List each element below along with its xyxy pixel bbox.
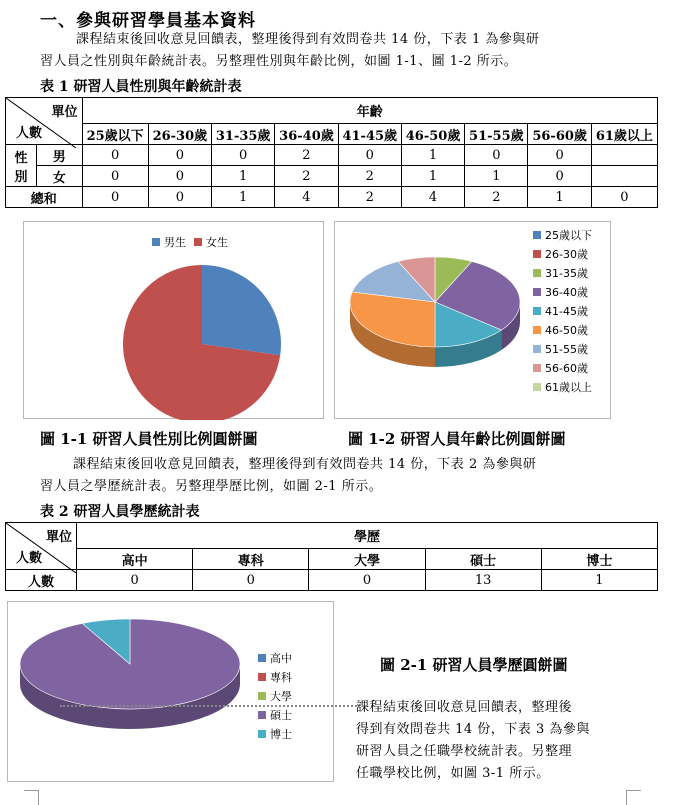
total-count-cell: 4 [401,187,464,208]
male-count-cell: 2 [275,145,338,166]
corner-bottom-label: 人數 [16,126,43,141]
education-column-header: 高中 [77,549,193,570]
education-legend-item [258,686,292,705]
age-column-header: 51-55歲 [465,124,528,145]
male-count-cell: 0 [148,145,211,166]
legend-swatch [533,231,541,239]
age-column-header: 26-30歲 [148,124,211,145]
intro3-line-4: 任職學校比例，如圖 3-1 所示。 [356,766,550,781]
legend-label: 26-30歲 [545,247,588,261]
legend-swatch [533,345,541,353]
age-legend-item [533,301,592,320]
legend-label: 女生 [206,235,228,249]
total-count-cell: 0 [148,187,211,208]
education-column-header: 大學 [309,549,425,570]
table1-corner-cell [6,98,83,145]
legend-swatch [533,307,541,315]
education-legend-item [258,667,292,686]
education-column-header: 博士 [541,549,657,570]
gender-label-char-1: 性 [14,150,28,166]
legend-label: 高中 [270,651,292,665]
age-legend-item [533,282,592,301]
table1-caption: 表 1 研習人員性別與年齡統計表 [40,79,242,95]
male-count-cell: 1 [401,145,464,166]
gender-pie-chart [23,221,324,419]
legend-swatch [258,730,266,738]
legend-label: 碩士 [270,708,292,722]
legend-label: 31-35歲 [545,266,588,280]
age-column-header: 31-35歲 [212,124,275,145]
education-column-header: 碩士 [425,549,541,570]
intro-line-2: 習人員之性別與年齡統計表。另整理性別與年齡比例，如圖 1-1、圖 1-2 所示。 [40,54,518,69]
legend-label: 專科 [270,670,292,684]
total-count-cell: 2 [338,187,401,208]
age-legend-item [533,244,592,263]
education-group-header: 學歷 [77,523,658,549]
age-legend-item [533,263,592,282]
intro3-line-2: 得到有效問卷共 14 份，下表 3 為參與 [356,722,590,737]
education-pie-chart [7,601,334,782]
female-count-cell: 1 [401,166,464,187]
legend-label: 51-55歲 [545,342,588,356]
legend-swatch [533,383,541,391]
female-label: 女 [37,166,83,187]
age-legend-item [533,358,592,377]
age-legend-item [533,225,592,244]
intro2-paragraph [40,454,536,498]
legend-label: 男生 [164,235,186,249]
intro-paragraph [40,29,539,73]
corner-top-label: 單位 [51,105,78,120]
legend-swatch [533,250,541,258]
legend-swatch [258,692,266,700]
legend-label: 36-40歲 [545,285,588,299]
gender-age-table [5,97,658,208]
education-legend-item [258,648,292,667]
legend-swatch [258,673,266,681]
age-legend-item [533,320,592,339]
male-count-cell: 0 [82,145,148,166]
intro3-paragraph [356,697,590,785]
fig1-1-caption: 圖 1-1 研習人員性別比例圓餅圖 [40,430,258,448]
intro-line-1: 課程結束後回收意見回饋表，整理後得到有效問卷共 14 份，下表 1 為參與研 [76,32,540,47]
age-column-header: 36-40歲 [275,124,338,145]
education-count-cell: 0 [77,570,193,591]
legend-swatch [258,654,266,662]
age-column-header: 41-45歲 [338,124,401,145]
corner-bottom-label: 人數 [16,551,43,566]
legend-swatch [533,364,541,372]
legend-label: 41-45歲 [545,304,588,318]
legend-label: 61歲以上 [545,380,592,394]
female-count-cell: 1 [465,166,528,187]
age-column-header: 46-50歲 [401,124,464,145]
total-count-cell: 0 [591,187,657,208]
total-count-cell: 1 [528,187,591,208]
education-pie-svg [8,602,258,783]
age-legend-item [533,339,592,358]
legend-label: 25歲以下 [545,228,592,242]
row-label-count: 人數 [6,570,77,591]
total-count-cell: 0 [82,187,148,208]
intro3-line-3: 研習人員之任職學校統計表。另整理 [356,744,573,759]
age-legend [533,225,592,396]
male-count-cell: 0 [212,145,275,166]
legend-swatch [533,269,541,277]
female-count-cell: 0 [148,166,211,187]
anchor-leader-line [60,705,360,707]
male-count-cell: 0 [528,145,591,166]
female-count-cell: 0 [82,166,148,187]
female-count-cell: 2 [338,166,401,187]
legend-label: 博士 [270,727,292,741]
gender-label-char-2: 別 [14,169,28,185]
education-count-cell: 0 [309,570,425,591]
total-label: 總和 [6,187,83,208]
total-count-cell: 4 [275,187,338,208]
male-count-cell: 0 [338,145,401,166]
fig1-2-caption: 圖 1-2 研習人員年齡比例圓餅圖 [348,430,566,448]
education-legend-item [258,724,292,743]
female-count-cell: 0 [528,166,591,187]
legend-label: 56-60歲 [545,361,588,375]
pie-slice-男生 [202,265,281,355]
table2-corner-cell [6,523,77,570]
total-count-cell: 2 [465,187,528,208]
intro2-line-2: 習人員之學歷統計表。另整理學歷比例，如圖 2-1 所示。 [40,479,383,494]
female-count-cell: 1 [212,166,275,187]
legend-label: 大學 [270,689,292,703]
table2-caption: 表 2 研習人員學歷統計表 [40,504,200,520]
male-label: 男 [37,145,83,166]
fig2-1-caption: 圖 2-1 研習人員學歷圓餅圖 [380,656,568,674]
legend-swatch [533,288,541,296]
age-column-header: 56-60歲 [528,124,591,145]
education-column-header: 專科 [193,549,309,570]
intro3-line-1: 課程結束後回收意見回饋表，整理後 [356,700,573,715]
male-count-cell: 0 [465,145,528,166]
page-corner-mark [626,790,641,805]
education-count-cell: 1 [541,570,657,591]
age-legend-item [533,377,592,396]
education-count-cell: 0 [193,570,309,591]
age-column-header: 25歲以下 [82,124,148,145]
gender-pie-svg [24,222,324,420]
education-legend [258,648,292,743]
corner-top-label: 單位 [45,530,72,545]
page-corner-mark [24,790,39,805]
male-count-cell [591,145,657,166]
section-heading: 一、參與研習學員基本資料 [40,11,256,31]
education-count-cell: 13 [425,570,541,591]
age-column-header: 61歲以上 [591,124,657,145]
legend-swatch [533,326,541,334]
female-count-cell [591,166,657,187]
legend-swatch [258,711,266,719]
intro2-line-1: 課程結束後回收意見回饋表，整理後得到有效問卷共 14 份，下表 2 為參與研 [73,457,537,472]
total-count-cell: 1 [212,187,275,208]
gender-group-label [6,145,37,187]
female-count-cell: 2 [275,166,338,187]
education-table [5,522,658,591]
age-pie-svg [335,222,535,420]
education-legend-item [258,705,292,724]
age-group-header: 年齡 [82,98,657,124]
legend-label: 46-50歲 [545,323,588,337]
age-pie-chart [334,221,611,419]
